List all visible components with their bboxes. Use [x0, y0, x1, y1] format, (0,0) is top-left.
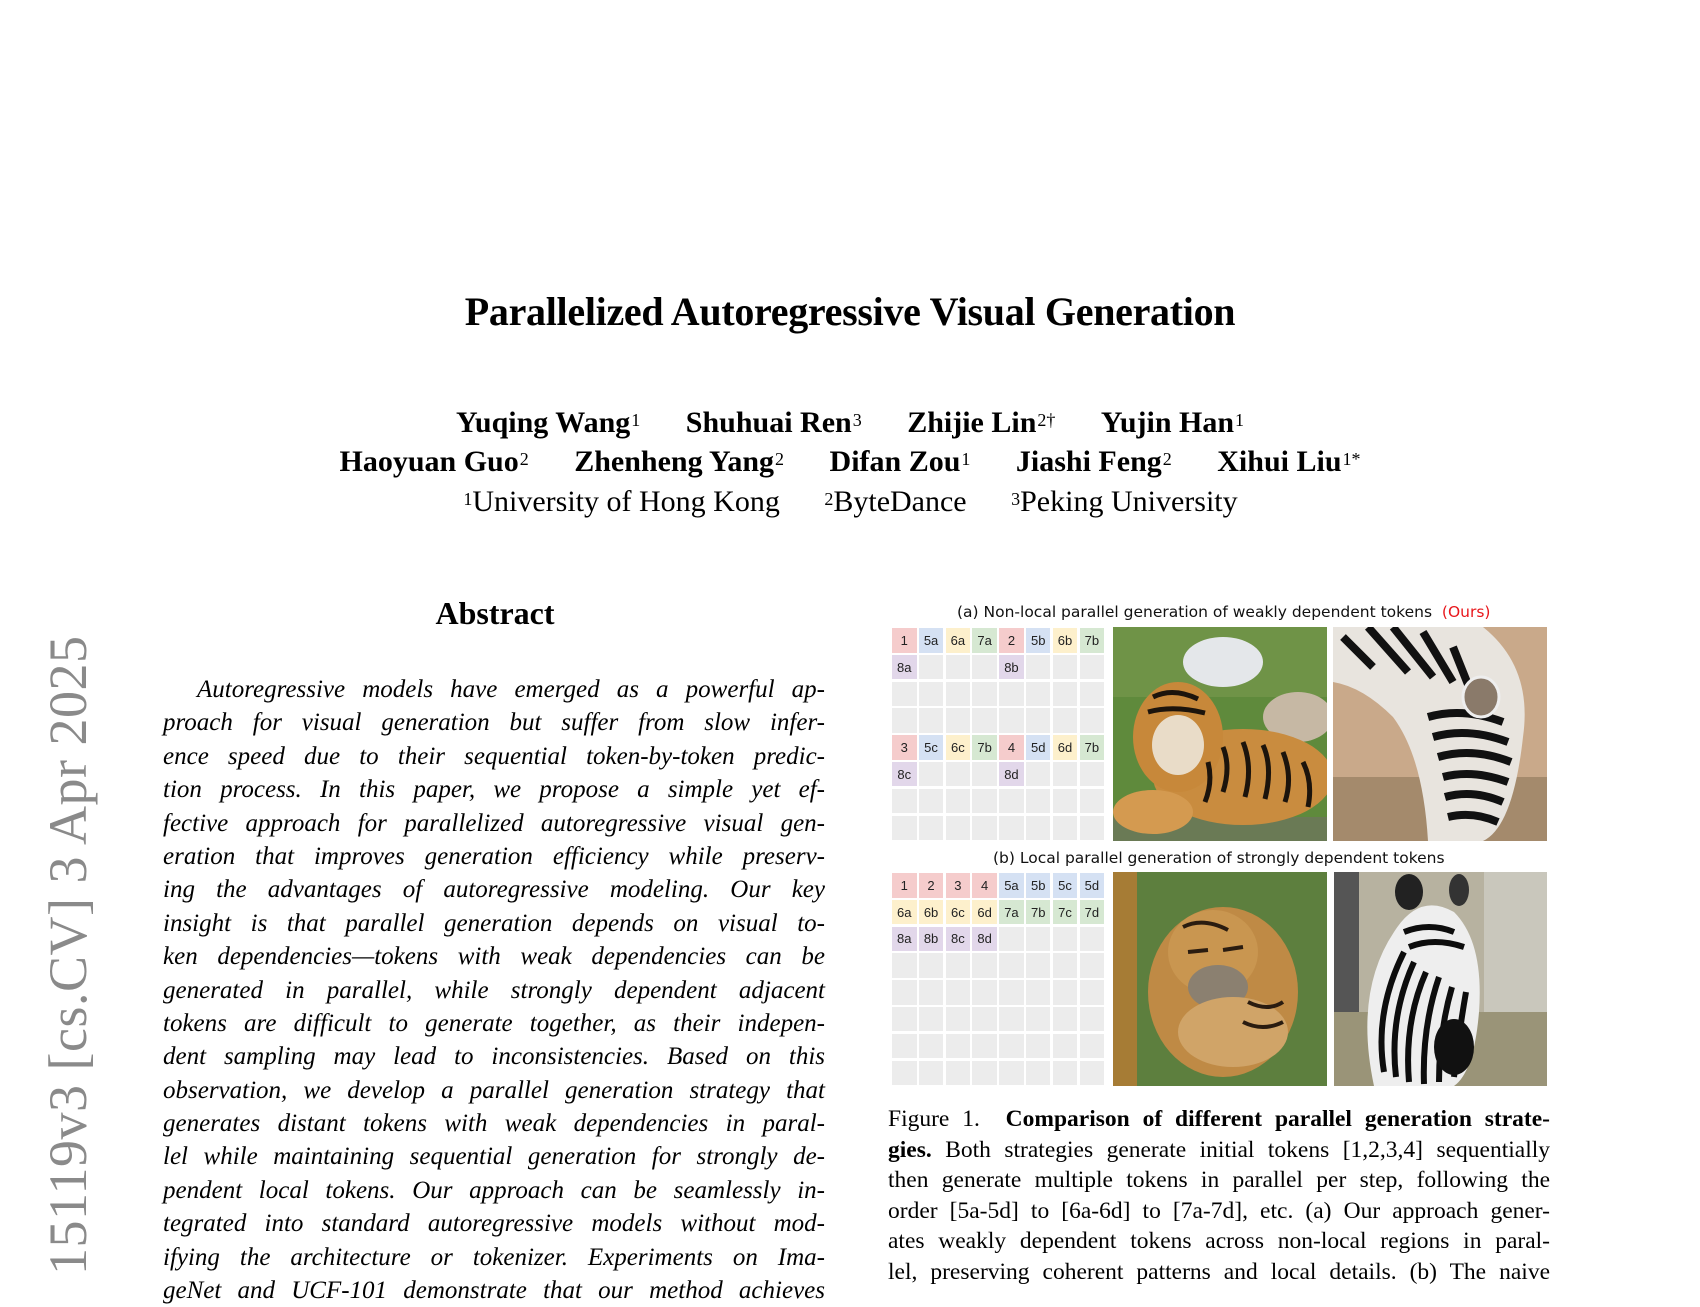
token-cell	[972, 1061, 997, 1086]
abstract-line: proach for visual generation but suffer from slow infer-	[163, 709, 825, 737]
abstract-line: geNet and UCF-101 demonstrate that our method achieves	[163, 1277, 825, 1305]
token-cell: 7b	[1080, 628, 1105, 653]
token-cell	[972, 682, 997, 707]
token-cell	[1026, 816, 1051, 841]
token-cell	[1026, 953, 1051, 978]
token-cell: 4	[972, 873, 997, 898]
token-cell	[972, 762, 997, 787]
token-cell	[919, 1007, 944, 1032]
token-cell	[999, 927, 1024, 952]
token-cell: 6d	[972, 900, 997, 925]
token-cell	[892, 816, 917, 841]
author: Yuqing Wang$^1$	[455, 406, 641, 439]
abstract-line: observation, we develop a parallel generation strategy that	[163, 1076, 825, 1104]
author: Yujin Han$^1$	[1100, 406, 1245, 439]
token-cell	[1026, 1034, 1051, 1059]
token-cell	[946, 1007, 971, 1032]
token-cell	[972, 953, 997, 978]
token-cell	[999, 816, 1024, 841]
token-cell	[1080, 762, 1105, 787]
token-cell	[919, 1061, 944, 1086]
token-cell	[892, 708, 917, 733]
token-cell: 5a	[919, 628, 944, 653]
token-cell	[1026, 789, 1051, 814]
caption-line: lel, preserving coherent patterns and local details. (b) The naive	[888, 1258, 1550, 1285]
token-cell	[999, 1061, 1024, 1086]
token-cell	[946, 762, 971, 787]
token-cell: 8c	[946, 927, 971, 952]
token-cell	[919, 1034, 944, 1059]
token-cell	[972, 816, 997, 841]
abstract-line: generated in parallel, while strongly dependent adjacent	[163, 976, 825, 1004]
token-cell	[1053, 927, 1078, 952]
token-cell: 4	[999, 735, 1024, 760]
token-cell	[1026, 762, 1051, 787]
token-cell	[1053, 789, 1078, 814]
token-cell: 7b	[972, 735, 997, 760]
token-cell	[999, 1007, 1024, 1032]
abstract-line: tion process. In this paper, we propose a simple yet ef-	[163, 776, 825, 804]
token-cell: 2	[919, 873, 944, 898]
token-cell	[999, 789, 1024, 814]
token-cell: 7b	[1080, 735, 1105, 760]
token-cell	[972, 789, 997, 814]
author: Difan Zou$^1$	[829, 445, 971, 478]
token-cell	[1026, 655, 1051, 680]
caption-line: ates weakly dependent tokens across non-local regions in paral-	[888, 1228, 1550, 1255]
token-cell	[972, 708, 997, 733]
token-cell: 5d	[1026, 735, 1051, 760]
token-cell: 5b	[1026, 628, 1051, 653]
abstract-line: fective approach for parallelized autoregressive visual gen-	[163, 809, 825, 837]
affiliation: $^3$Peking University	[1011, 485, 1238, 518]
token-cell	[1080, 980, 1105, 1005]
caption-line: gies. Both strategies generate initial tokens [1,2,3,4] sequentially	[888, 1136, 1550, 1163]
author: Haoyuan Guo$^2$	[339, 445, 529, 478]
token-cell: 1	[892, 628, 917, 653]
abstract-line: tokens are difficult to generate together, as their indepen-	[163, 1009, 825, 1037]
token-cell	[1080, 789, 1105, 814]
token-cell	[919, 655, 944, 680]
token-cell: 8d	[972, 927, 997, 952]
authors-row-2	[0, 442, 1700, 482]
token-cell	[1080, 655, 1105, 680]
token-cell: 6d	[1053, 735, 1078, 760]
token-cell	[919, 953, 944, 978]
token-cell: 7b	[1026, 900, 1051, 925]
token-cell	[972, 980, 997, 1005]
token-cell	[1053, 980, 1078, 1005]
token-cell	[1026, 1061, 1051, 1086]
arxiv-side-label: 15119v3 [cs.CV] 3 Apr 2025	[38, 635, 98, 1275]
author: Shuhuai Ren$^3$	[685, 406, 862, 439]
token-cell	[946, 682, 971, 707]
token-cell: 8a	[892, 655, 917, 680]
token-cell	[892, 953, 917, 978]
token-cell: 6b	[919, 900, 944, 925]
abstract-line: ken dependencies—tokens with weak dependencies can be	[163, 943, 825, 971]
token-cell	[1080, 953, 1105, 978]
token-cell: 5d	[1080, 873, 1105, 898]
token-cell	[1026, 927, 1051, 952]
token-cell	[1053, 1007, 1078, 1032]
ours-highlight: (Ours)	[1441, 603, 1491, 621]
token-cell	[946, 1034, 971, 1059]
token-cell: 6b	[1053, 628, 1078, 653]
author: Zhenheng Yang$^2$	[574, 445, 785, 478]
token-cell: 3	[892, 735, 917, 760]
token-cell: 7c	[1053, 900, 1078, 925]
affiliation: $^2$ByteDance	[824, 485, 967, 518]
token-cell	[1053, 816, 1078, 841]
token-grid-non-local	[892, 628, 1104, 840]
authors-row-1	[0, 403, 1700, 443]
token-cell	[946, 789, 971, 814]
token-cell	[946, 953, 971, 978]
token-cell	[1080, 1007, 1105, 1032]
token-cell	[999, 953, 1024, 978]
caption-line: then generate multiple tokens in parallel per step, following the	[888, 1167, 1550, 1194]
affiliations	[0, 482, 1700, 522]
token-cell: 5c	[919, 735, 944, 760]
token-cell	[1053, 708, 1078, 733]
token-cell: 5b	[1026, 873, 1051, 898]
token-cell	[972, 1007, 997, 1032]
paper-title: Parallelized Autoregressive Visual Generation	[464, 289, 1236, 334]
token-cell	[972, 655, 997, 680]
token-cell	[892, 1034, 917, 1059]
token-cell: 5c	[1053, 873, 1078, 898]
token-cell	[1053, 1034, 1078, 1059]
token-cell	[892, 682, 917, 707]
token-cell	[972, 1034, 997, 1059]
token-cell	[946, 1061, 971, 1086]
abstract-line: pendent local tokens. Our approach can be seamlessly in-	[163, 1176, 825, 1204]
generated-image-tiger-b	[1113, 872, 1327, 1086]
token-cell: 8c	[892, 762, 917, 787]
token-cell: 7d	[1080, 900, 1105, 925]
abstract-line: lel while maintaining sequential generation for strongly de-	[163, 1143, 825, 1171]
caption-line: order [5a-5d] to [6a-6d] to [7a-7d], etc. (a) Our approach gener-	[888, 1197, 1550, 1224]
token-cell	[946, 980, 971, 1005]
token-cell	[1053, 655, 1078, 680]
token-cell: 5a	[999, 873, 1024, 898]
token-cell: 8a	[892, 927, 917, 952]
token-cell: 8d	[999, 762, 1024, 787]
abstract-line: dent sampling may lead to inconsistencies. Based on this	[163, 1043, 825, 1071]
token-cell	[999, 980, 1024, 1005]
token-cell: 3	[946, 873, 971, 898]
token-cell	[919, 789, 944, 814]
abstract-line: ence speed due to their sequential token-by-token predic-	[163, 742, 825, 770]
token-cell	[1080, 816, 1105, 841]
token-grid-local	[892, 873, 1104, 1085]
abstract-line: tegrated into standard autoregressive models without mod-	[163, 1210, 825, 1238]
token-cell	[1053, 762, 1078, 787]
token-cell: 7a	[972, 628, 997, 653]
abstract-line: insight is that parallel generation depends on visual to-	[163, 909, 825, 937]
figure-panel-a-title: (a) Non-local parallel generation of weakly dependent tokens (Ours)	[957, 603, 1491, 621]
token-cell: 6c	[946, 900, 971, 925]
token-cell	[1053, 682, 1078, 707]
abstract-line: ing the advantages of autoregressive modeling. Our key	[163, 876, 825, 904]
generated-image-tiger-a	[1113, 627, 1327, 841]
token-cell	[892, 1007, 917, 1032]
figure-caption	[888, 1104, 1550, 1288]
token-cell: 2	[999, 628, 1024, 653]
token-cell	[1026, 1007, 1051, 1032]
token-cell	[919, 682, 944, 707]
token-cell	[999, 708, 1024, 733]
token-cell	[1080, 708, 1105, 733]
token-cell	[919, 816, 944, 841]
token-cell	[1026, 980, 1051, 1005]
token-cell	[919, 708, 944, 733]
token-cell	[999, 682, 1024, 707]
abstract-body	[163, 673, 825, 1307]
token-cell	[946, 816, 971, 841]
affiliation: $^1$University of Hong Kong	[463, 485, 780, 518]
token-cell	[1080, 1034, 1105, 1059]
abstract-line: eration that improves generation efficiency while preserv-	[163, 842, 825, 870]
caption-line: Figure 1. Comparison of different parallel generation strate-	[888, 1106, 1551, 1132]
token-cell: 8b	[999, 655, 1024, 680]
token-cell	[892, 1061, 917, 1086]
token-cell	[946, 708, 971, 733]
generated-image-zebra-b	[1334, 872, 1547, 1086]
token-cell	[892, 789, 917, 814]
token-cell	[999, 1034, 1024, 1059]
abstract-line: Autoregressive models have emerged as a powerful ap-	[197, 676, 825, 703]
token-cell	[1080, 1061, 1105, 1086]
token-cell	[1026, 708, 1051, 733]
token-cell	[1053, 953, 1078, 978]
author: Zhijie Lin$^{2\dagger}$	[907, 406, 1056, 439]
generated-image-zebra-a	[1333, 627, 1547, 841]
token-cell	[1080, 927, 1105, 952]
token-cell	[919, 980, 944, 1005]
token-cell	[919, 762, 944, 787]
token-cell	[1053, 1061, 1078, 1086]
token-cell: 6a	[892, 900, 917, 925]
token-cell	[946, 655, 971, 680]
abstract-heading: Abstract	[435, 595, 555, 631]
author: Xihui Liu$^{1*}$	[1217, 445, 1361, 478]
token-cell: 8b	[919, 927, 944, 952]
figure-panel-b-title: (b) Local parallel generation of strongly dependent tokens	[993, 849, 1445, 867]
token-cell	[1080, 682, 1105, 707]
token-cell: 1	[892, 873, 917, 898]
token-cell	[1026, 682, 1051, 707]
author: Jiashi Feng$^2$	[1015, 445, 1172, 478]
token-cell: 6a	[946, 628, 971, 653]
token-cell: 6c	[946, 735, 971, 760]
abstract-line: ifying the architecture or tokenizer. Experiments on Ima-	[163, 1243, 825, 1271]
token-cell	[892, 980, 917, 1005]
abstract-line: generates distant tokens with weak dependencies in paral-	[163, 1110, 825, 1138]
token-cell: 7a	[999, 900, 1024, 925]
